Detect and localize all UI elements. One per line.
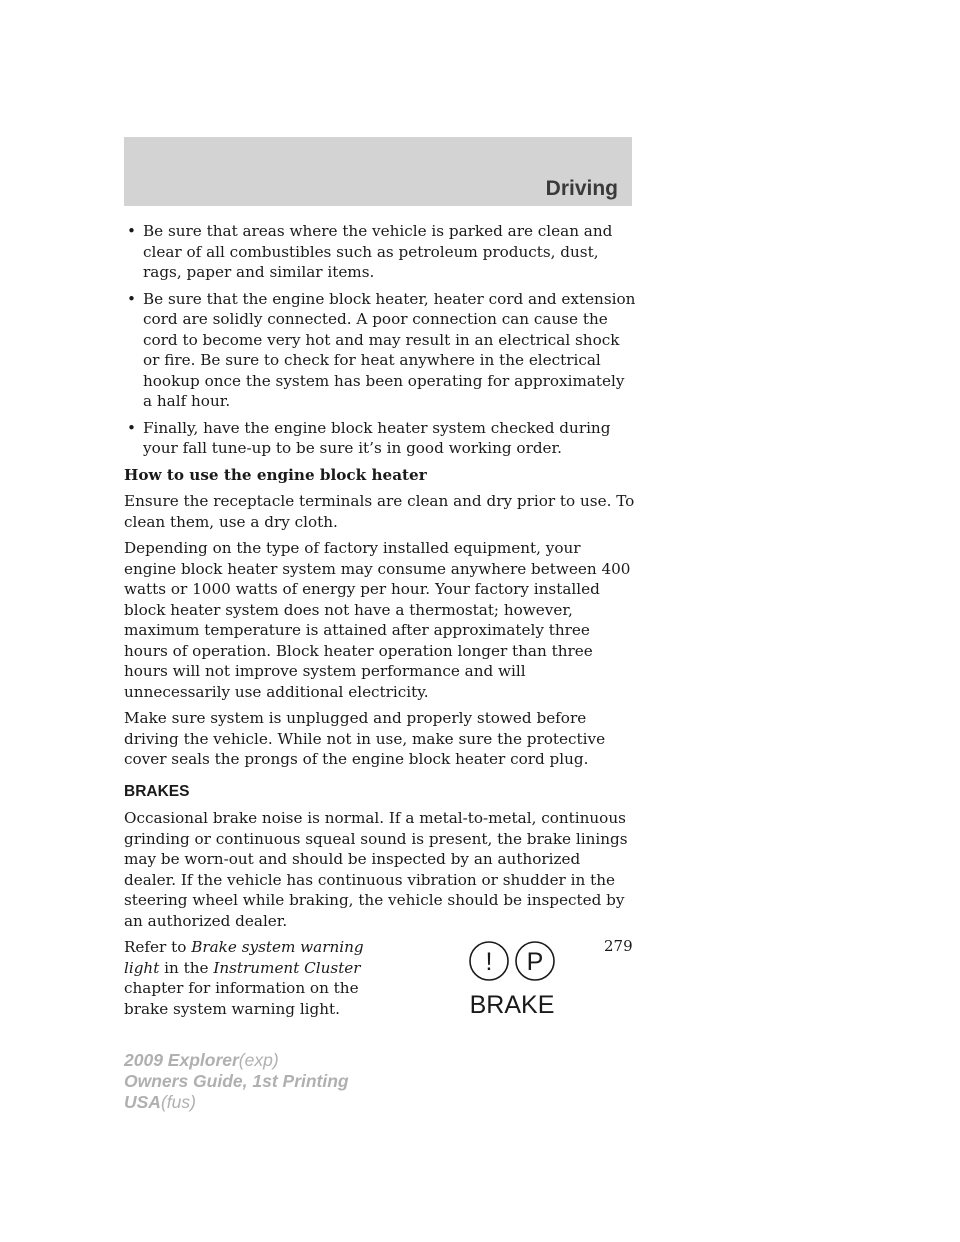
document-footer bbox=[124, 1050, 349, 1113]
list-item: • Finally, have the engine block heater system checked during your fall tune-up to be sure it’s in good working order. bbox=[127, 418, 611, 457]
block-heater-paragraph: Make sure system is unplugged and properly stowed before driving the vehicle. While not in use, make sure the protective cover seals the prongs of the engine block heater cord plug. bbox=[124, 709, 606, 768]
bullet-icon: • bbox=[127, 418, 136, 437]
block-heater-paragraph: Depending on the type of factory installed equipment, your engine block heater system may consume anywhere between 400 watts or 1000 watts of energy per hour. Your factory installed block heater system does not have a thermostat; however, maximum temperature is attained after approximately three hours of operation. Block heater operation longer than three hours will not improve system performance and will unnecessarily use additional electricity. bbox=[124, 539, 631, 701]
footer-line: 2009 Explorer(exp) bbox=[124, 1050, 279, 1070]
brakes-heading: BRAKES bbox=[124, 782, 190, 800]
brake-warning-icon bbox=[466, 939, 558, 1019]
bullet-icon: • bbox=[127, 222, 136, 240]
list-item: • Be sure that areas where the vehicle is parked are clean and clear of all combustibles such as petroleum products, dust, rags, paper and similar items. bbox=[127, 222, 613, 281]
instrument-cluster-reference: Instrument Cluster bbox=[213, 958, 361, 977]
section-title: Driving bbox=[545, 177, 618, 200]
list-item: • Be sure that the engine block heater, heater cord and extension cord are solidly connected. A poor connection can cause the cord to become very hot and may result in an electrical shock or fire. Be sure to check for heat anywhere in the electrical hookup once the system has been operating for approximately a half hour. bbox=[127, 289, 636, 410]
footer-line: USA(fus) bbox=[124, 1092, 196, 1112]
exclamation-mark: ! bbox=[485, 948, 493, 976]
brake-warning-light-reference: Brake system warning light bbox=[124, 938, 364, 977]
brake-label: BRAKE bbox=[469, 991, 555, 1019]
page-content bbox=[124, 221, 636, 1027]
bullet-icon: • bbox=[127, 289, 136, 308]
brake-refer-text: Refer to Brake system warning light in the Instrument Cluster chapter for information on the brake system warning light. bbox=[124, 938, 364, 1018]
block-heater-paragraph: Ensure the receptacle terminals are clean and dry prior to use. To clean them, use a dry cloth. bbox=[124, 492, 635, 531]
brake-refer-section bbox=[124, 937, 636, 1027]
footer-line: Owners Guide, 1st Printing bbox=[124, 1071, 349, 1091]
brakes-paragraph: Occasional brake noise is normal. If a metal-to-metal, continuous grinding or continuous squeal sound is present, the brake linings may be worn-out and should be inspected by an authorized dealer. If the vehicle has continuous vibration or shudder in the steering wheel while braking, the vehicle should be inspected by an authorized dealer. bbox=[124, 809, 628, 930]
parking-letter: P bbox=[526, 948, 544, 976]
page-number: 279 bbox=[604, 937, 633, 955]
block-heater-heading: How to use the engine block heater bbox=[124, 465, 427, 484]
section-header-band bbox=[124, 137, 632, 206]
safety-bullet-list bbox=[124, 221, 636, 459]
